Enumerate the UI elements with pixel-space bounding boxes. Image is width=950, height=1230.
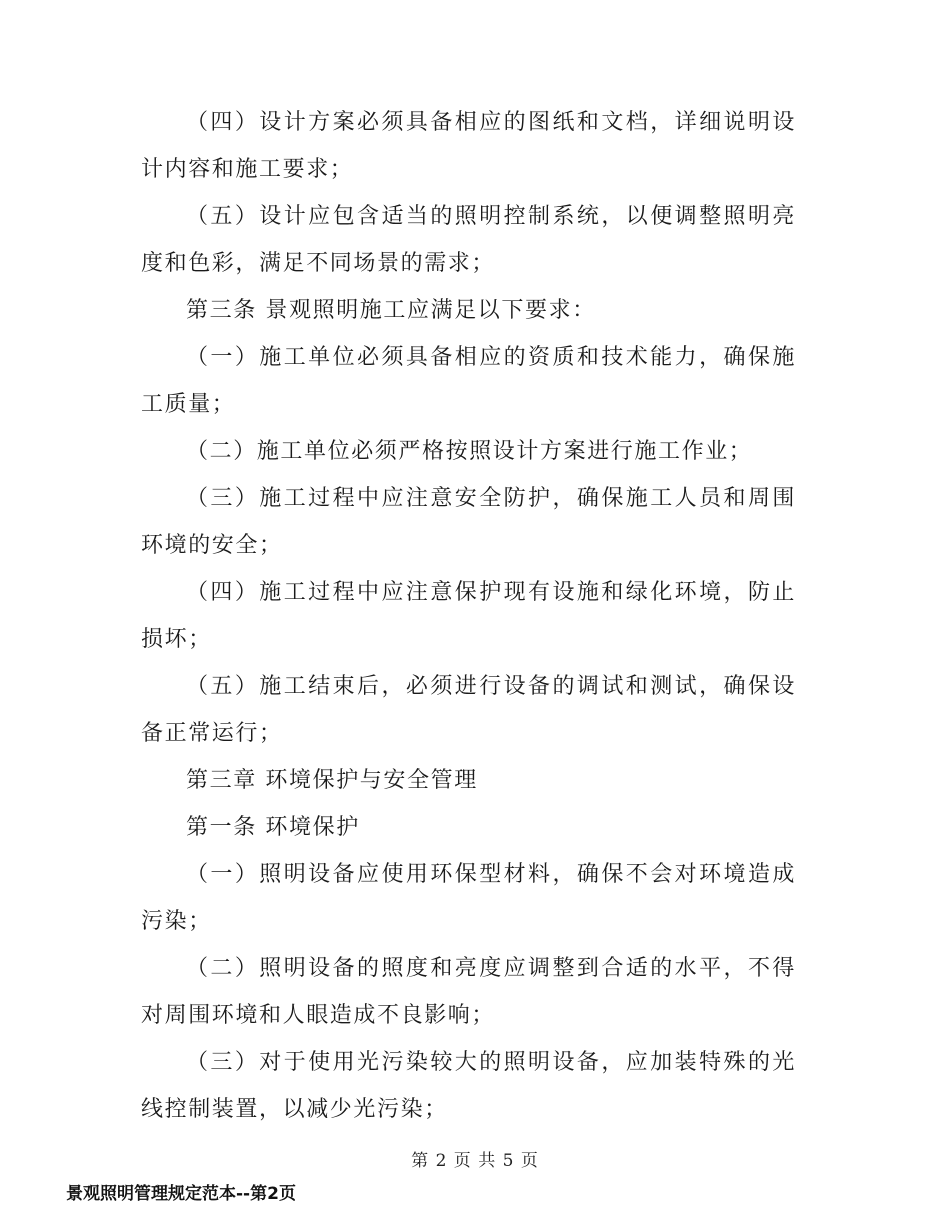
- paragraph: （一）施工单位必须具备相应的资质和技术能力，确保施工质量；: [141, 345, 796, 417]
- paragraph: （二）施工单位必须严格按照设计方案进行施工作业；: [186, 439, 753, 464]
- paragraph: （四）设计方案必须具备相应的图纸和文档，详细说明设计内容和施工要求；: [141, 110, 796, 182]
- paragraph: （五）设计应包含适当的照明控制系统，以便调整照明亮度和色彩，满足不同场景的需求；: [141, 204, 796, 276]
- page-number-footer: 第 2 页 共 5 页: [411, 1151, 539, 1171]
- document-caption: 景观照明管理规定范本--第2页: [66, 1184, 296, 1204]
- paragraph: （一）照明设备应使用环保型材料，确保不会对环境造成污染；: [141, 862, 796, 934]
- paragraph: （三）施工过程中应注意安全防护，确保施工人员和周围环境的安全；: [141, 486, 796, 558]
- paragraph: （五）施工结束后，必须进行设备的调试和测试，确保设备正常运行；: [141, 674, 796, 746]
- document-body: [141, 99, 796, 1133]
- paragraph: （三）对于使用光污染较大的照明设备，应加装特殊的光线控制装置，以减少光污染；: [141, 1050, 796, 1122]
- chapter-heading: 第三章 环境保护与安全管理: [186, 768, 478, 793]
- paragraph: （二）照明设备的照度和亮度应调整到合适的水平，不得对周围环境和人眼造成不良影响；: [141, 956, 796, 1028]
- paragraph: （四）施工过程中应注意保护现有设施和绿化环境，防止损坏；: [141, 580, 796, 652]
- article-heading: 第三条 景观照明施工应满足以下要求：: [186, 298, 596, 323]
- article-heading: 第一条 环境保护: [186, 815, 360, 840]
